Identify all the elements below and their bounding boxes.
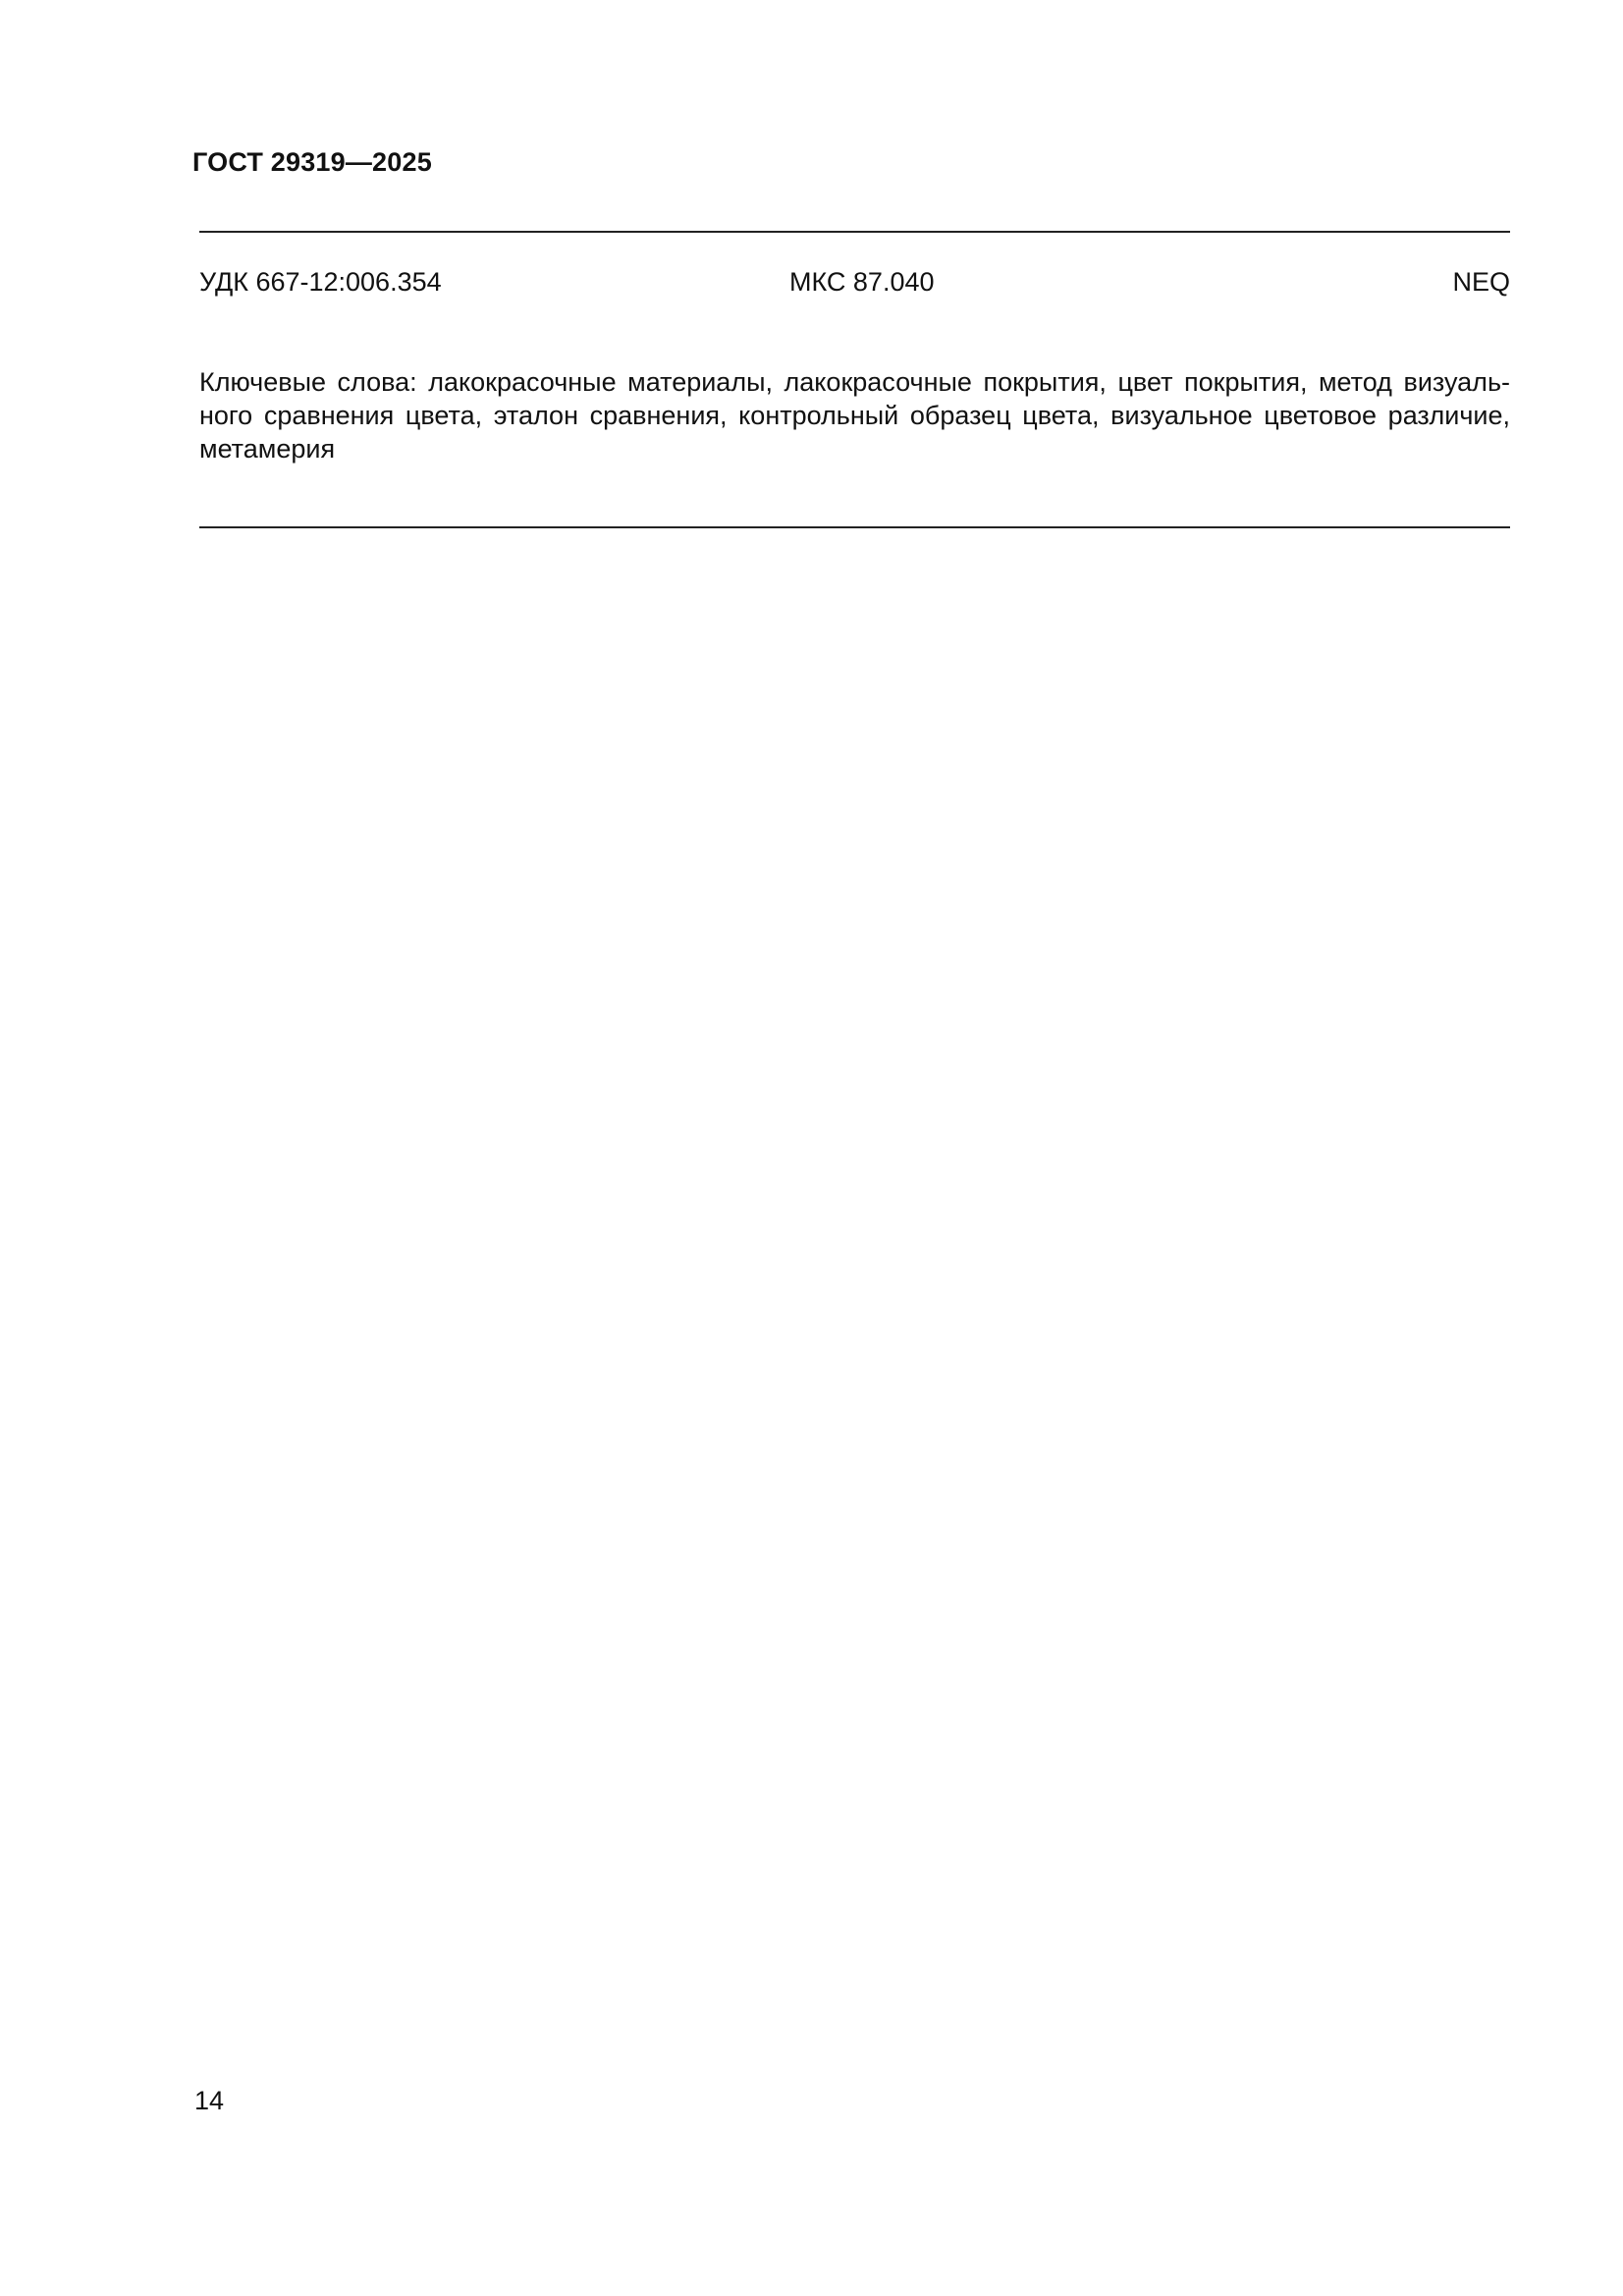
classification-row	[199, 267, 1510, 301]
mks-code: МКС 87.040	[789, 267, 935, 297]
keywords-paragraph	[199, 365, 1510, 465]
correspondence-degree: NEQ	[1452, 267, 1510, 297]
keywords-line-1: Ключевые слова: лакокрасочные материалы, лакокрасочные покрытия, цвет покрытия, метод визуаль-	[199, 367, 1510, 397]
udk-code: УДК 667-12:006.354	[199, 267, 442, 297]
bottom-divider	[199, 526, 1510, 528]
page-number: 14	[194, 2086, 225, 2115]
keywords-line-3: метамерия	[199, 434, 336, 464]
keywords-line-2: ного сравнения цвета, эталон сравнения, контрольный образец цвета, визуальное цветовое различие,	[199, 401, 1510, 430]
standard-id-header: ГОСТ 29319—2025	[192, 147, 432, 177]
top-divider	[199, 231, 1510, 233]
